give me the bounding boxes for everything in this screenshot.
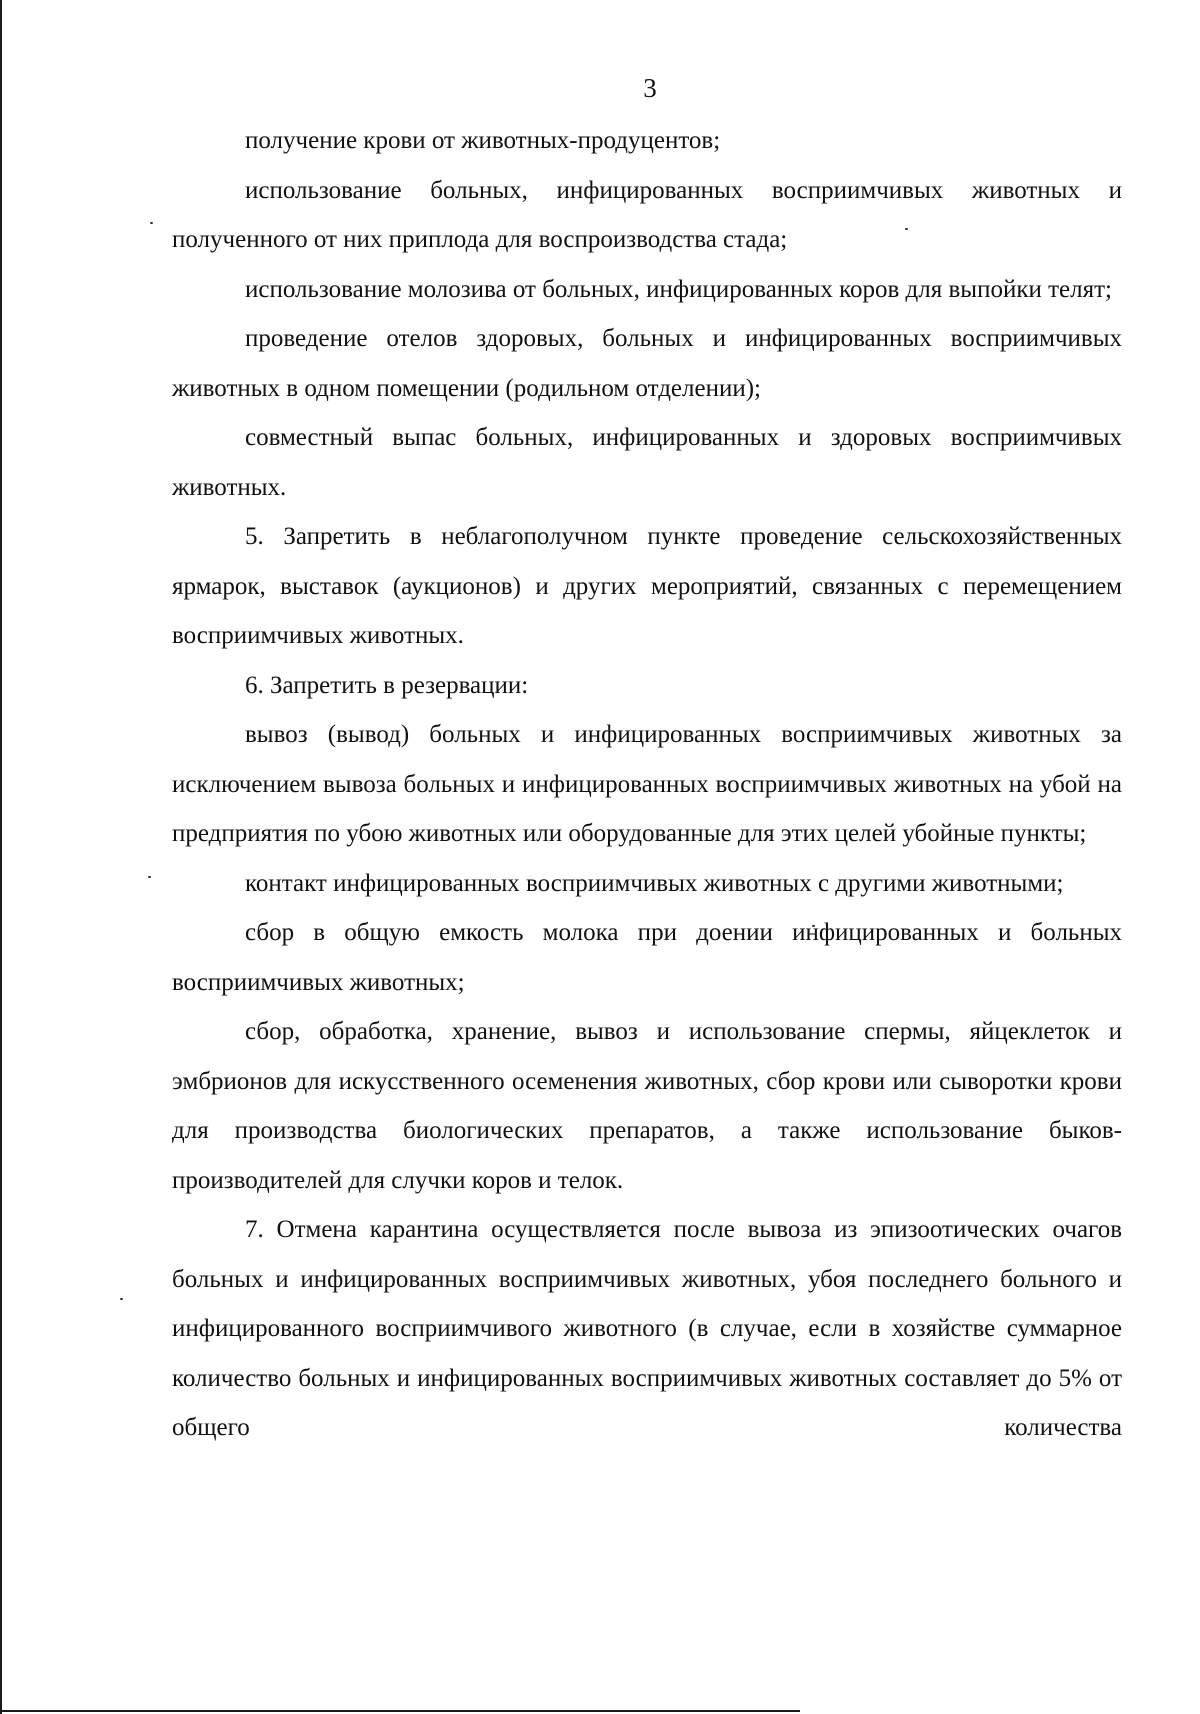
paragraph: использование молозива от больных, инфицированных коров для выпойки телят; bbox=[245, 275, 1112, 303]
paragraph: использование больных, инфицированных восприимчивых животных и полученного от них приплода для воспроизводства стада; bbox=[172, 176, 1122, 253]
paragraph: получение крови от животных-продуцентов; bbox=[245, 127, 721, 154]
paragraph: контакт инфицированных восприимчивых животных с другими животными; bbox=[245, 869, 1064, 897]
scan-speck bbox=[120, 1298, 123, 1300]
scan-left-edge bbox=[0, 0, 2, 1714]
paragraph: проведение отелов здоровых, больных и инфицированных восприимчивых животных в одном помещении (родильном отделении); bbox=[172, 325, 1122, 402]
page-number: 3 bbox=[643, 73, 657, 103]
paragraph: вывоз (вывод) больных и инфицированных восприимчивых животных за исключением вывоза больных и инфицированных восприимчивых животных на убой на предприятия по убою животных или оборудованные для этих целей убойные пункты; bbox=[172, 721, 1122, 847]
paragraph: 6. Запретить в резервации: bbox=[245, 671, 529, 699]
document-body bbox=[172, 116, 1122, 1453]
scan-speck bbox=[150, 222, 153, 224]
paragraph: совместный выпас больных, инфицированных и здоровых восприимчивых животных. bbox=[172, 424, 1122, 501]
paragraph: 7. Отмена карантина осуществляется после вывоза из эпизоотических очагов больных и инфицированных восприимчивых животных, убоя последнего больного и инфицированного восприимчивого животного (в случае, если в хозяйстве суммарное количество больных и инфицированных восприимчивых животных составляет до 5% от общего количества bbox=[172, 1216, 1122, 1441]
scan-bottom-edge bbox=[0, 1710, 800, 1712]
paragraph: сбор, обработка, хранение, вывоз и использование спермы, яйцеклеток и эмбрионов для искусственного осеменения животных, сбор крови или сыворотки крови для производства биологических препаратов, а также использование быков-производителей для случки коров и телок. bbox=[172, 1018, 1122, 1194]
paragraph: 5. Запретить в неблагополучном пункте проведение сельскохозяйственных ярмарок, выставок (аукционов) и других мероприятий, связанных с перемещением восприимчивых животных. bbox=[172, 523, 1122, 649]
paragraph: сбор в общую емкость молока при доении инфицированных и больных восприимчивых животных; bbox=[172, 919, 1122, 996]
scan-speck bbox=[148, 876, 151, 878]
